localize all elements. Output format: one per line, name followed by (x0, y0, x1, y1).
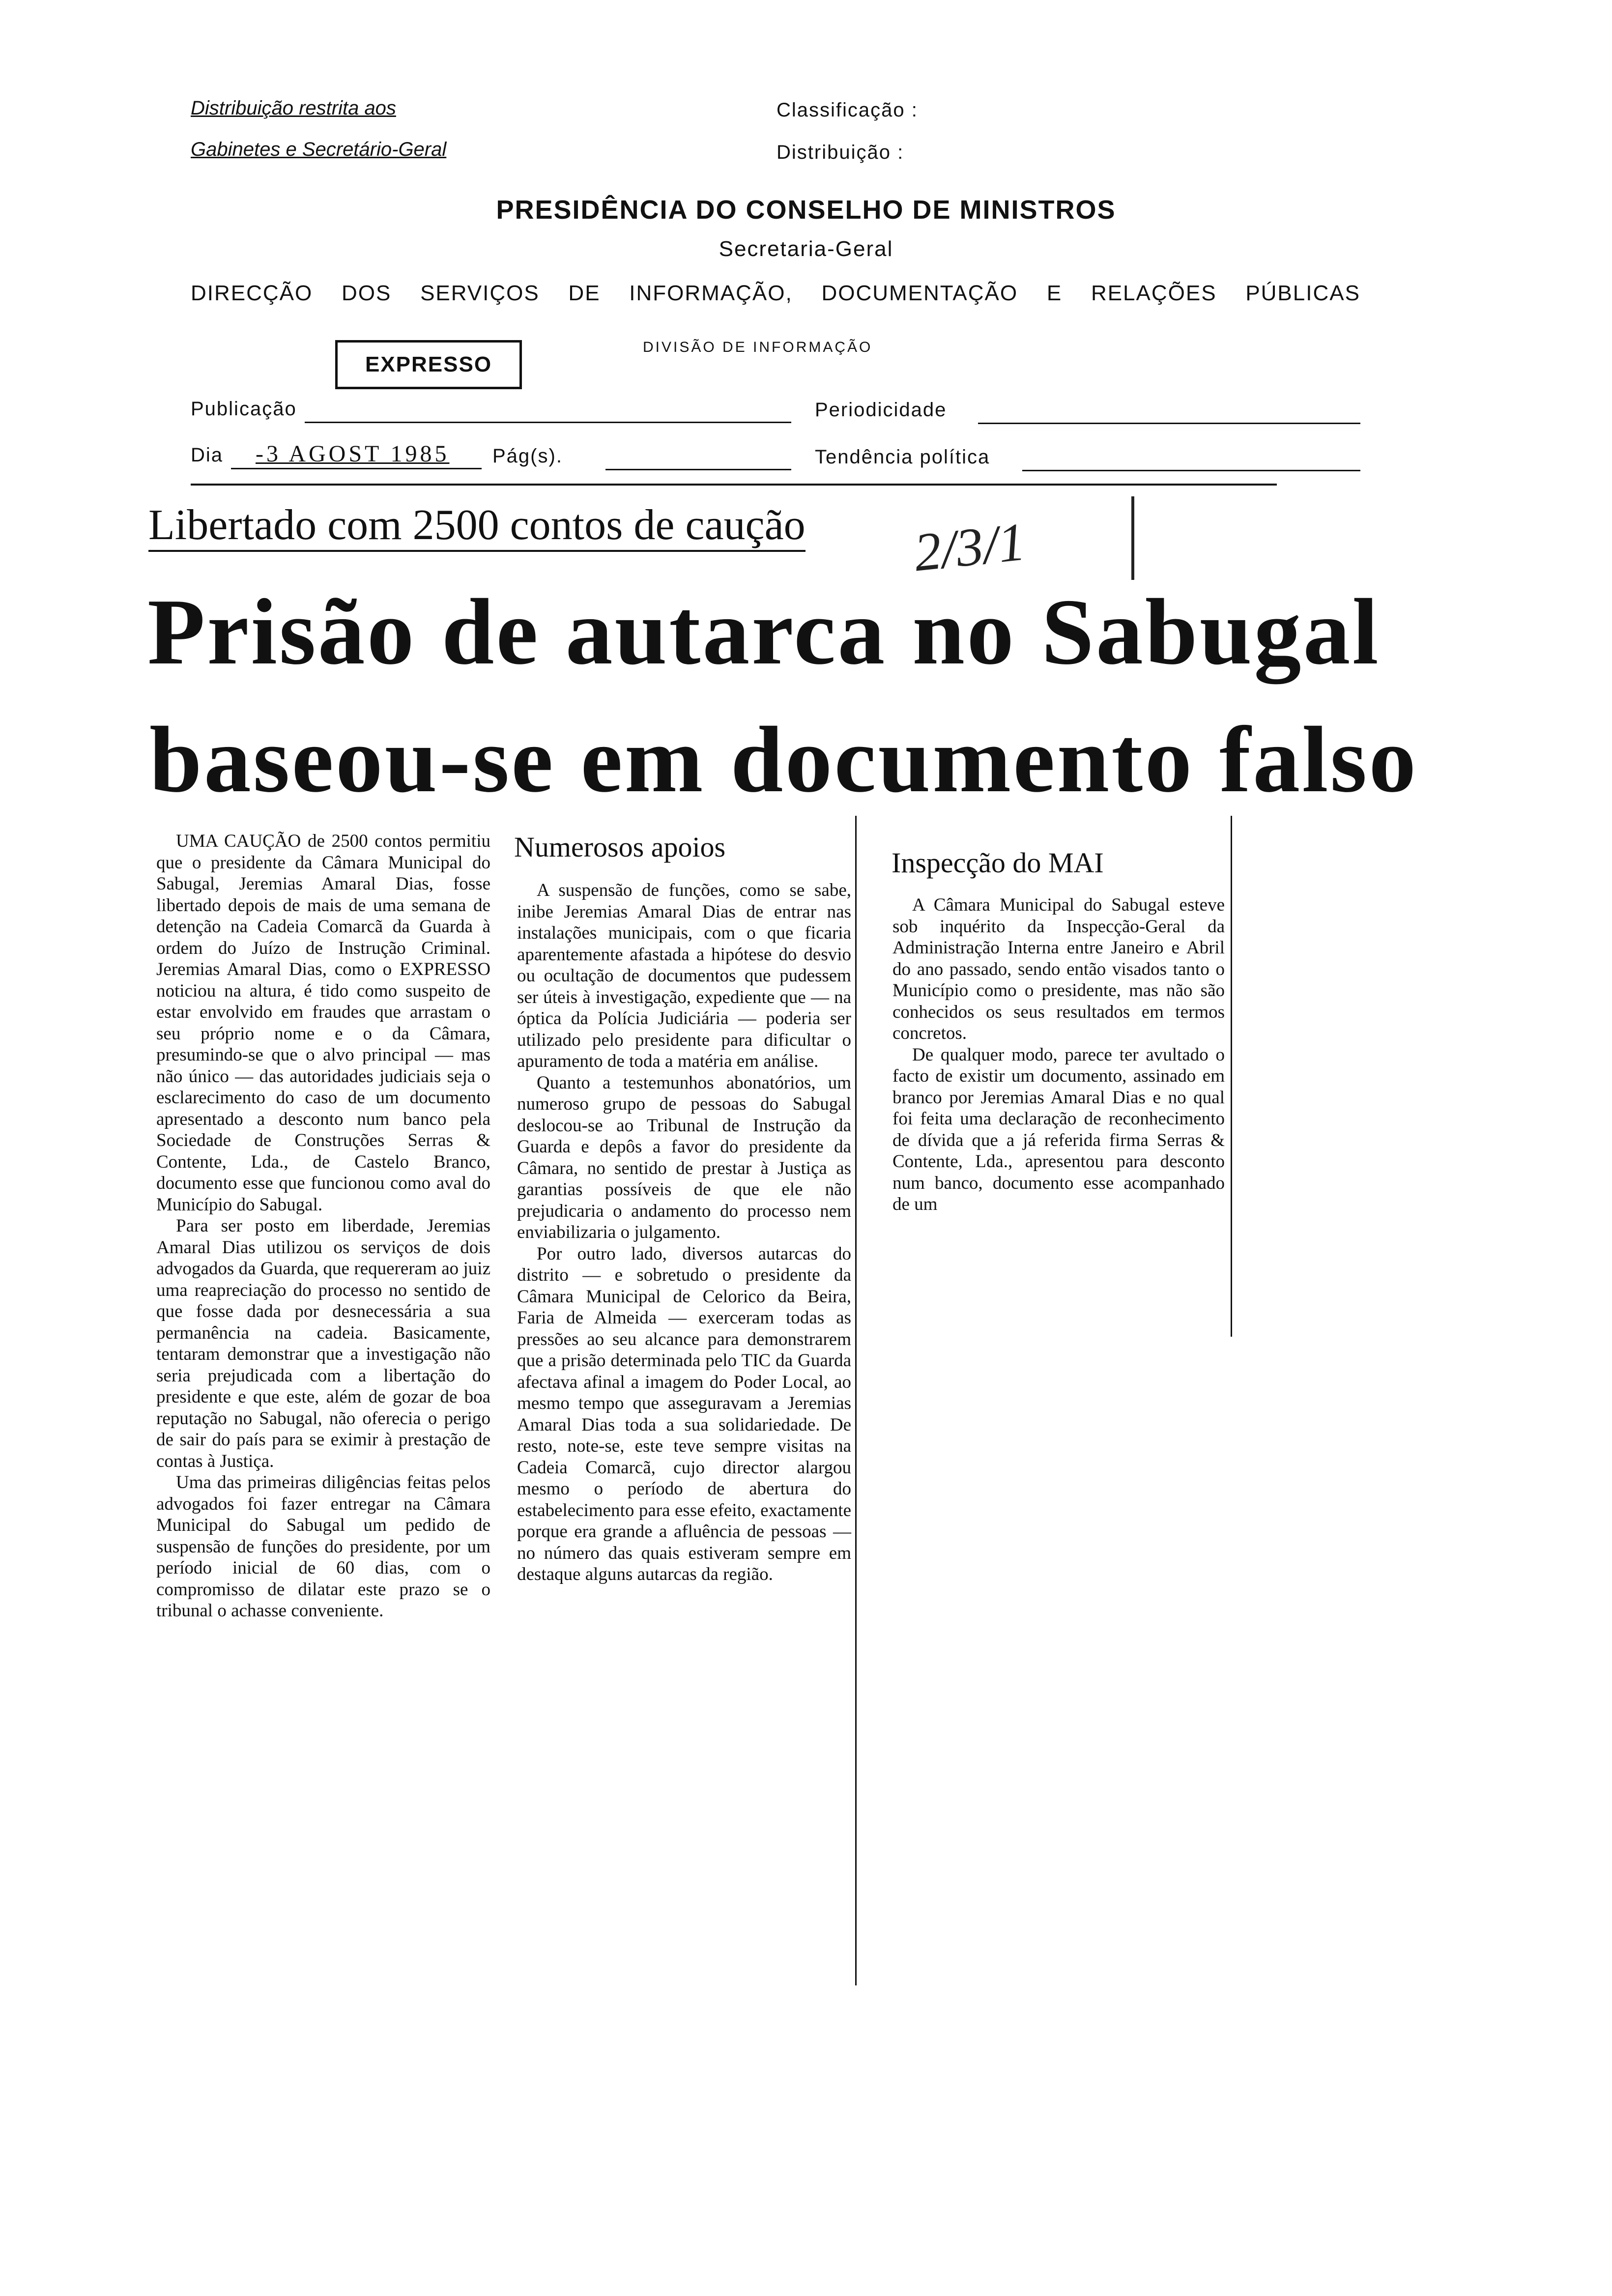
article-paragraph: UMA CAUÇÃO de 2500 contos permitiu que o presidente da Câmara Municipal do Sabugal, Jeremias Amaral Dias, fosse libertado depois de mais de uma semana de detenção na Cadeia Comarcã da Guarda à ordem do Juízo de Instrução Criminal. Jeremias Amaral Dias, como o EXPRESSO noticiou na altura, é tido como suspeito de estar envolvido em fraudes que arrastam o seu próprio nome e o da Câmara, presumindo-se que o alvo principal — mas não único — das autoridades judiciais seja o esclarecimento do caso de um documento apresentado a desconto num banco pela Sociedade de Construções Serras & Contente, Lda., de Castelo Branco, documento esse que funcionou como aval do Município do Sabugal. (156, 831, 490, 1215)
column-2-text (517, 880, 851, 1585)
article-paragraph: Por outro lado, diversos autarcas do distrito — e sobretudo o presidente da Câmara Municipal de Celorico da Beira, Faria de Almeida — exerceram todas as pressões ao seu alcance para demonstrarem que a prisão determinada pelo TIC da Guarda afectava afinal a imagem do Poder Local, ao mesmo tempo que asseguravam a Jeremias Amaral Dias toda a sua solidariedade. De resto, note-se, este teve sempre visitas na Cadeia Comarcã, cujo director alargou mesmo o período de abertura do estabelecimento para esse efeito, exactamente porque era grande a afluência de pessoas — no número das quais estiveram sempre em destaque alguns autarcas da região. (517, 1243, 851, 1584)
column-1-text (156, 831, 490, 1622)
periodicidade-line (978, 423, 1360, 424)
article-paragraph: A Câmara Municipal do Sabugal esteve sob inquérito da Inspecção-Geral da Administração Interna entre Janeiro e Abril do ano passado, sendo então visados tanto o Município como o presidente, mas não são conhecidos os seus resultados em termos concretos. (892, 895, 1225, 1043)
handwritten-stroke (1131, 496, 1134, 580)
pags-label: Pág(s). (492, 445, 563, 467)
dia-label: Dia (191, 444, 224, 466)
direccao-word: PÚBLICAS (1245, 281, 1360, 305)
handwritten-annotation: 2/3/1 (911, 511, 1028, 583)
direccao-word: DOS (341, 281, 392, 305)
column-3-text (892, 894, 1225, 1215)
article-paragraph: Uma das primeiras diligências feitas pelos advogados foi fazer entregar na Câmara Municipal do Sabugal um pedido de suspensão de funções do presidente, por um período inicial de 60 dias, com o compromisso de dilatar este prazo se o tribunal o achasse conveniente. (156, 1472, 490, 1621)
direccao-word: INFORMAÇÃO, (629, 281, 793, 305)
article-paragraph: A suspensão de funções, como se sabe, inibe Jeremias Amaral Dias de entrar nas instalações municipais, com o que ficaria aparentemente afastada a hipótese do desvio ou ocultação de documentos que pudessem ser úteis à investigação, expediente que — na óptica da Polícia Judiciária — poderia ser utilizado pelo presidente para dificultar o apuramento de toda a matéria em análise. (517, 880, 851, 1071)
publication-stamp: EXPRESSO (335, 340, 522, 389)
direccao-word: RELAÇÕES (1091, 281, 1217, 305)
distribution-restriction-line1: Distribuição restrita aos (191, 97, 396, 119)
column-divider-2 (1231, 816, 1232, 1337)
periodicidade-label: Periodicidade (815, 399, 947, 421)
direccao-line (191, 281, 1360, 306)
distribution-restriction-line2: Gabinetes e Secretário-Geral (191, 139, 447, 160)
column-3-title: Inspecção do MAI (892, 847, 1104, 879)
dia-line (231, 468, 482, 469)
direccao-word: DIRECÇÃO (191, 281, 313, 305)
column-2-title: Numerosos apoios (514, 831, 726, 863)
divisao-title: DIVISÃO DE INFORMAÇÃO (643, 339, 873, 355)
direccao-word: DOCUMENTAÇÃO (821, 281, 1018, 305)
header-rule (191, 484, 1277, 486)
secretaria-title: Secretaria-Geral (719, 237, 893, 261)
publicacao-line (305, 422, 791, 423)
article-paragraph: De qualquer modo, parece ter avultado o facto de existir um documento, assinado em branco por Jeremias Amaral Dias e no qual foi feita uma declaração de reconhecimento de dívida que a já referida firma Serras & Contente, Lda., apresentou para desconto num banco, documento esse acompanhado de um (892, 1044, 1225, 1214)
tendencia-label: Tendência política (815, 446, 990, 468)
ministry-title: PRESIDÊNCIA DO CONSELHO DE MINISTROS (496, 195, 1116, 225)
direccao-word: SERVIÇOS (420, 281, 540, 305)
column-divider-1 (855, 816, 857, 1985)
article-paragraph: Quanto a testemunhos abonatórios, um numeroso grupo de pessoas do Sabugal deslocou-se ao Tribunal de Instrução da Guarda e depôs a favor do presidente da Câmara, no sentido de prestar à Justiça as garantias possíveis de que ele não prejudicaria o andamento do processo nem enviabilizaria o julgamento. (517, 1072, 851, 1242)
article-kicker: Libertado com 2500 contos de caução (148, 500, 806, 550)
distribuicao-label: Distribuição : (777, 142, 904, 163)
direccao-word: E (1046, 281, 1063, 305)
tendencia-line (1022, 470, 1360, 471)
direccao-word: DE (568, 281, 601, 305)
classificacao-label: Classificação : (777, 99, 918, 121)
publicacao-label: Publicação (191, 398, 297, 420)
article-paragraph: Para ser posto em liberdade, Jeremias Amaral Dias utilizou os serviços de dois advogados da Guarda, que requereram ao juiz uma reapreciação do processo no sentido de que fosse dada por desnecessária a sua permanência na cadeia. Basicamente, tentaram demonstrar que a investigação não seria prejudicada com a libertação do presidente e que este, além de gozar de boa reputação no Sabugal, não oferecia o perigo de sair do país para se eximir à prestação de contas à Justiça. (156, 1216, 490, 1471)
pags-line (605, 469, 791, 470)
headline-line2: baseou-se em documento falso (149, 707, 1418, 812)
headline-line1: Prisão de autarca no Sabugal (147, 579, 1381, 684)
dia-date-stamp: -3 AGOST 1985 (256, 441, 450, 467)
